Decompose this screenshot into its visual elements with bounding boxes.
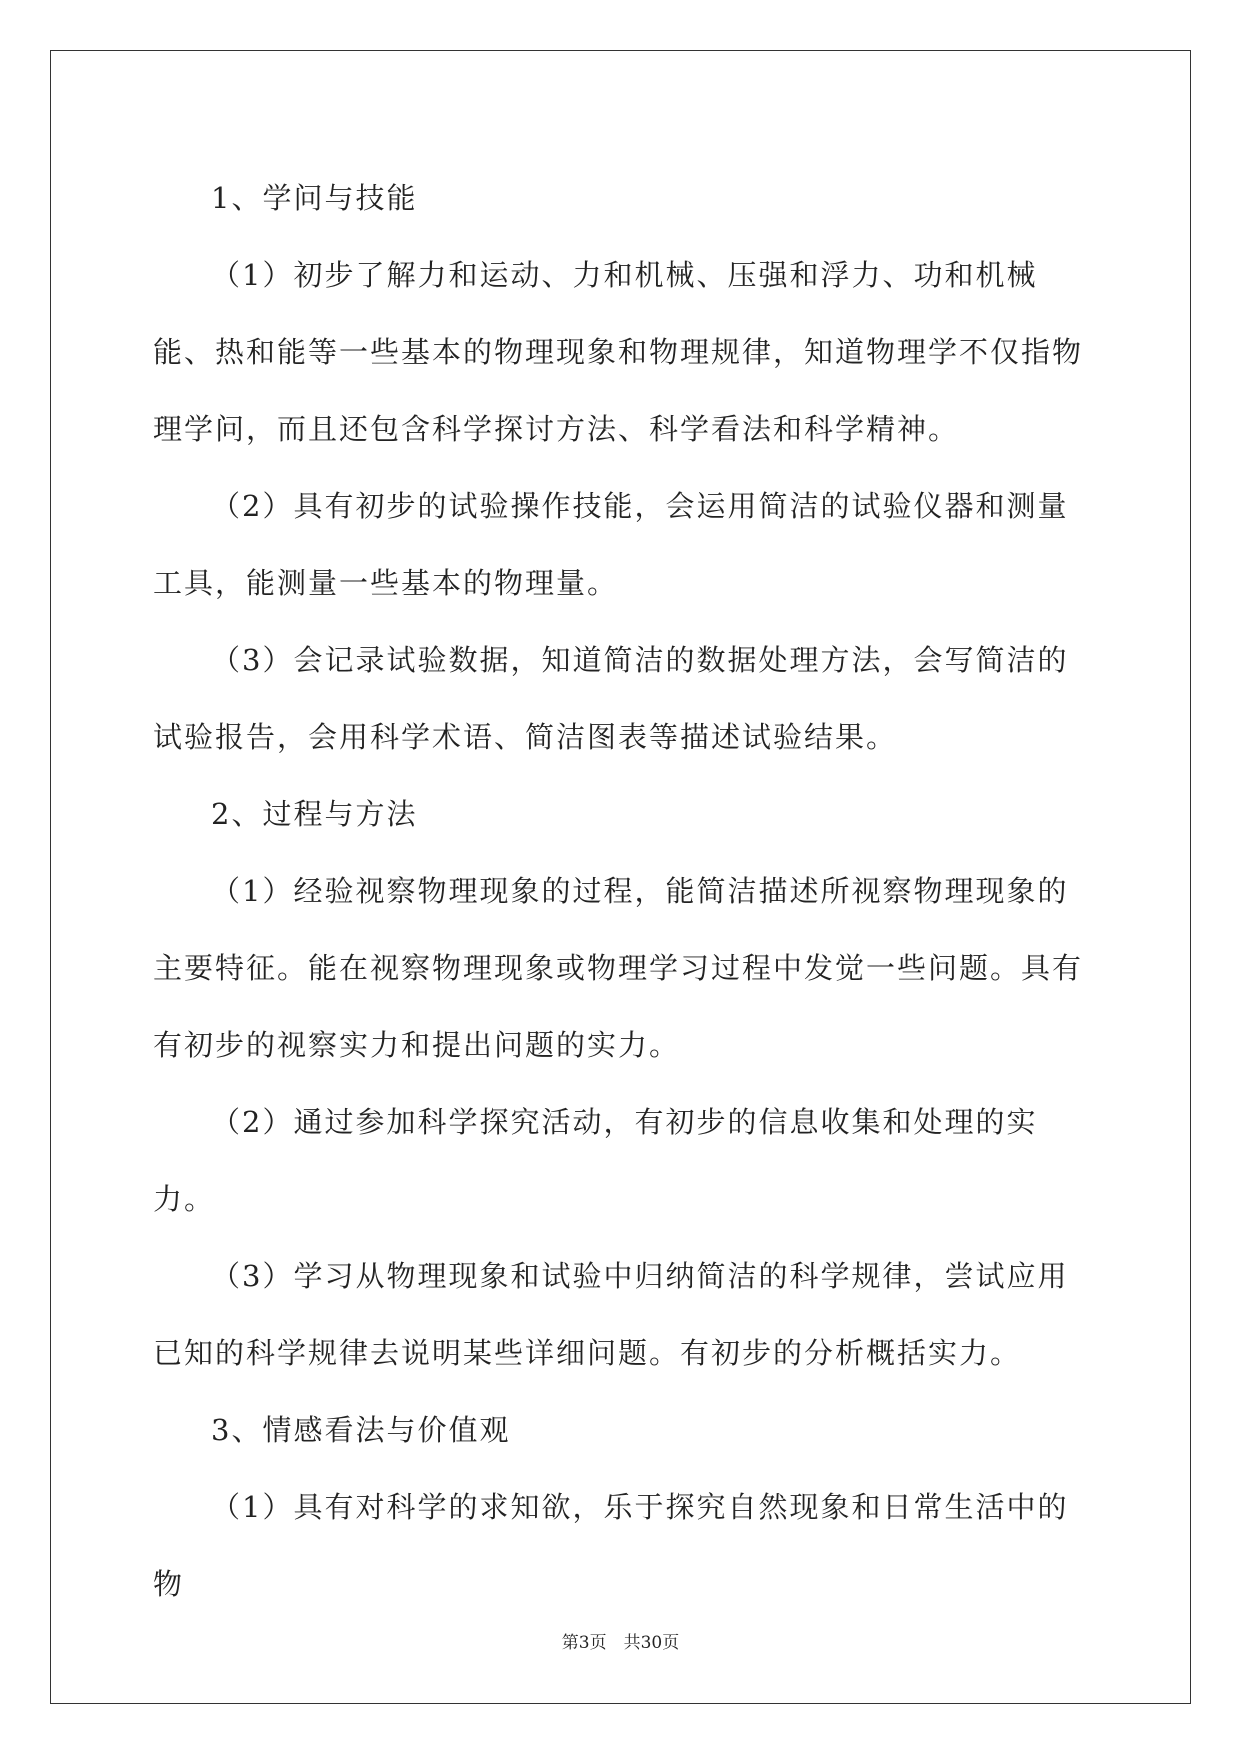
paragraph: （2）具有初步的试验操作技能，会运用简洁的试验仪器和测量工具，能测量一些基本的物理量。	[153, 489, 1069, 600]
paragraph: （1）经验视察物理现象的过程，能简洁描述所视察物理现象的主要特征。能在视察物理现象或物理学习过程中发觉一些问题。具有有初步的视察实力和提出问题的实力。	[153, 874, 1084, 1062]
paragraph: （1）具有对科学的求知欲，乐于探究自然现象和日常生活中的物	[153, 1490, 1069, 1601]
document-body	[153, 160, 1089, 1623]
paragraph: （3）会记录试验数据，知道简洁的数据处理方法，会写简洁的试验报告，会用科学术语、简洁图表等描述试验结果。	[153, 643, 1069, 754]
paragraph: （1）初步了解力和运动、力和机械、压强和浮力、功和机械能、热和能等一些基本的物理现象和物理规律，知道物理学不仅指物理学问，而且还包含科学探讨方法、科学看法和科学精神。	[153, 258, 1084, 446]
section-heading-process-method: 2、过程与方法	[211, 797, 418, 831]
page-number-footer: 第3页 共30页	[561, 1633, 680, 1653]
section-heading-attitude-values: 3、情感看法与价值观	[211, 1413, 511, 1447]
section-heading-knowledge-skills: 1、学问与技能	[211, 181, 418, 215]
paragraph: （3）学习从物理现象和试验中归纳简洁的科学规律，尝试应用已知的科学规律去说明某些详细问题。有初步的分析概括实力。	[153, 1259, 1069, 1370]
paragraph: （2）通过参加科学探究活动，有初步的信息收集和处理的实力。	[153, 1105, 1038, 1216]
